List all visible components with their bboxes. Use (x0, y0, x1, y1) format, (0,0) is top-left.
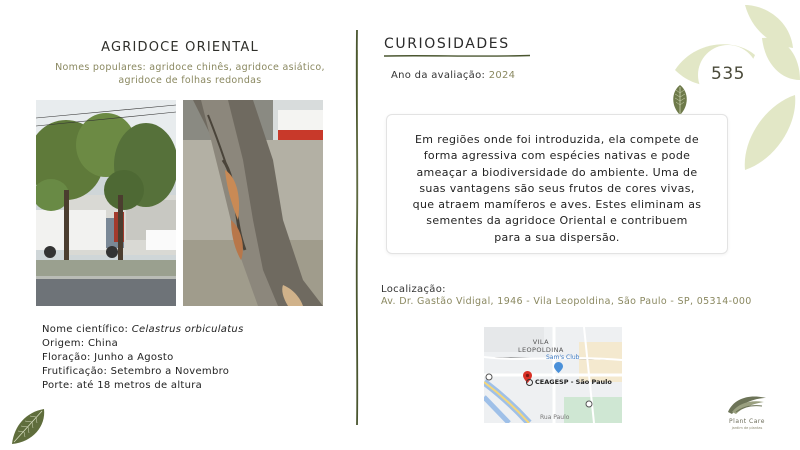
plant-facts (42, 323, 244, 393)
scientific-name-label: Nome científico: (42, 324, 132, 335)
curiosity-card (386, 114, 728, 254)
size-row: Porte: até 18 metros de altura (42, 380, 203, 391)
bark-photo (183, 100, 323, 306)
curiosity-line: para a sua dispersão. (494, 230, 620, 244)
flowering-row: Floração: Junho a Agosto (42, 352, 174, 363)
shopping-pin-icon (554, 362, 563, 373)
brand-tagline: jardim de plantas (731, 426, 763, 430)
curiosity-text (397, 132, 717, 246)
tree-street-photo (36, 100, 176, 306)
location-label: Localização: (381, 284, 446, 295)
curiosity-line: ameaçar a biodiversidade do ambiente. Uma de (416, 165, 698, 179)
map-street-bottom: Rua Paulo (540, 414, 570, 421)
scientific-name-value: Celastrus orbiculatus (131, 324, 244, 335)
curiosity-line: Em regiões onde foi introduzida, ela compete de (414, 133, 699, 146)
map-poi-club: Sam's Club (546, 354, 580, 361)
location-address[interactable]: Av. Dr. Gastão Vidigal, 1946 - Vila Leopoldina, São Paulo - SP, 05314-000 (381, 296, 752, 307)
curiosity-line: que atraem mamíferos e aves. Estes eliminam as (412, 198, 702, 212)
scientific-name-row (42, 323, 244, 337)
popular-names (40, 61, 340, 87)
evaluation-year-value: 2024 (488, 70, 516, 81)
evaluation-year (391, 70, 515, 81)
page-title: AGRIDOCE ORIENTAL (101, 40, 259, 55)
location-map[interactable] (484, 327, 622, 423)
leaf-bottom-left-icon (8, 406, 48, 446)
origin-row: Origem: China (42, 338, 119, 349)
title-underline (384, 54, 530, 58)
badge-number: 535 (698, 45, 758, 105)
popular-names-line-2: agridoce de folhas redondas (118, 75, 262, 86)
column-divider (352, 30, 362, 425)
map-poi-ceagesp (526, 378, 612, 386)
curiosity-line: sementes da agridoce Oriental e contribuem (426, 214, 688, 228)
curiosity-line: forma agressiva com espécies nativas e pode (423, 149, 691, 163)
popular-names-line-1: Nomes populares: agridoce chinês, agridoce asiático, (55, 62, 325, 73)
map-poi-ceagesp-label: CEAGESP - São Paulo (535, 378, 612, 386)
map-neighborhood (518, 339, 564, 354)
fruiting-row: Frutificação: Setembro a Novembro (42, 366, 230, 377)
plant-care-logo-icon (726, 392, 768, 416)
map-neighborhood-line-1: VILA (532, 338, 549, 346)
leaf-small-icon (670, 84, 690, 116)
curiosity-line: suas vantagens são seus frutos de cores vivas, (419, 181, 695, 195)
section-title: CURIOSIDADES (384, 36, 510, 52)
brand-name: Plant Care (729, 418, 765, 425)
evaluation-year-label: Ano da avaliação: (391, 70, 489, 81)
map-neighborhood-line-2: LEOPOLDINA (518, 345, 564, 354)
